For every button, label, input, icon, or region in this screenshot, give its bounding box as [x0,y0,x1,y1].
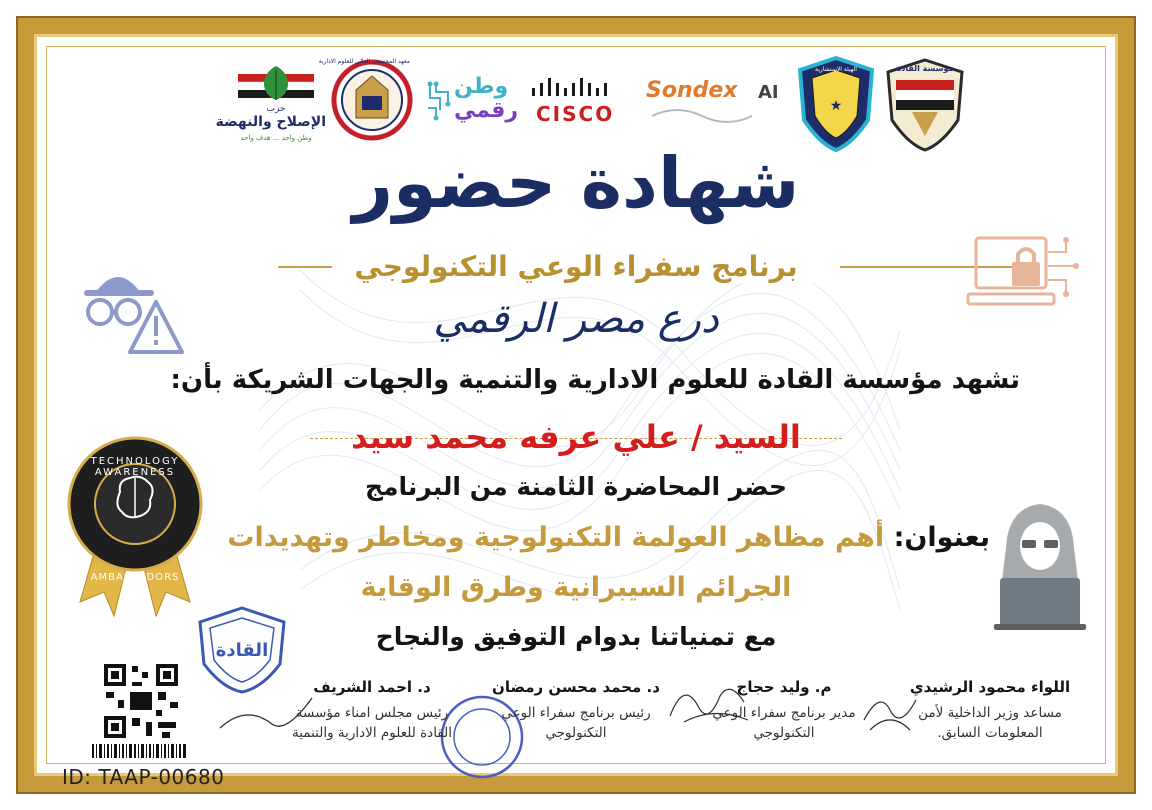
watan-raqmi-logo [424,74,519,134]
cisco-text: CISCO [536,102,615,126]
cisco-logo [526,78,626,128]
signer-role-line: التكنولوجي [545,724,607,741]
party-name-1: حزب [266,104,286,114]
signature-scribble [664,676,754,732]
cisco-bars-icon [526,78,622,100]
lecture-label: بعنوان: [893,522,990,553]
wishes-statement: مع تمنياتنا بدوام التوفيق والنجاح [375,622,777,651]
party-logo [215,60,326,152]
partner-logos [215,56,970,156]
intro-statement: تشهد مؤسسة القادة للعلوم الادارية والتنمية والجهات الشريكة بأن: [170,365,1020,395]
signer-role-line: رئيس برنامج سفراء الوعي [501,705,651,721]
ai-text: AI [758,82,779,103]
recipient-name: السيد / علي عرفه محمد سيد [351,418,801,456]
signature-block-3 [486,678,666,743]
signer-role-line: رئيس مجلس امناء مؤسسة [295,705,449,721]
signature-scribble [860,680,920,740]
svg-text:★: ★ [829,98,843,114]
signer-name: د. احمد الشريف [313,678,431,696]
hacker-icon [992,500,1088,640]
shield-text: الهيئة الاستشارية [815,66,857,73]
program-name-text: برنامج سفراء الوعي التكنولوجي [340,250,811,283]
signature-scribble [216,684,316,740]
badge-top-text: TECHNOLOGY AWARENESS [90,456,180,478]
gear-wave-icon [652,104,752,128]
institute-seal-icon [318,56,414,146]
signer-role-line: مساعد وزير الداخلية لأمن [918,705,1062,721]
badge-bottom-text: AMBASSADORS [90,572,180,583]
signer-role-line: القادة للعلوم الادارية والتنمية [291,724,453,741]
lecture-title-line-2: الجرائم السيبرانية وطرق الوقاية [360,572,792,603]
sondex-logo [646,74,779,128]
leaders-text: مؤسسة القادة [896,64,954,73]
spy-warning-icon [78,262,188,362]
signer-role-line: المعلومات السابق. [937,724,1043,741]
circuit-icon [424,80,454,122]
attendance-statement: حضر المحاضرة الثامنة من البرنامج [365,472,787,501]
lecture-title-part-1: أهم مظاهر العولمة التكنولوجية ومخاطر وتهديدات [227,522,885,553]
barcode [92,744,186,758]
party-name-2: الإصلاح والنهضة [215,114,326,130]
institute-logo [318,56,414,152]
signer-name: م. وليد حجاج [736,678,832,696]
program-subtitle: درع مصر الرقمي [433,296,719,342]
signer-name: د. محمد محسن رمضان [492,678,660,696]
advisory-shield-logo [796,56,876,152]
computer-lock-icon [962,232,1082,324]
watan-text: وطن [454,74,509,99]
party-tagline: وطن واحد ... هدف واحد [240,134,312,142]
certificate-id: ID: TAAP-00680 [62,765,225,789]
stamp-text: القادة [215,640,269,661]
lecture-title-line-1 [200,522,990,553]
raqmi-text: رقمي [454,98,519,123]
signer-name: اللواء محمود الرشيدي [909,678,1071,696]
certificate-title: شهادة حضور [352,142,800,224]
signer-role-line: مدير برنامج سفراء الوعي [712,705,856,721]
signer-role-line: التكنولوجي [753,724,815,741]
leaders-foundation-logo [882,56,968,152]
sondex-text: Sondex [646,78,738,103]
signer-role [486,704,666,743]
qr-code [102,662,180,740]
institute-name: معهد المجتمعي العالي للعلوم الادارية [318,58,410,65]
